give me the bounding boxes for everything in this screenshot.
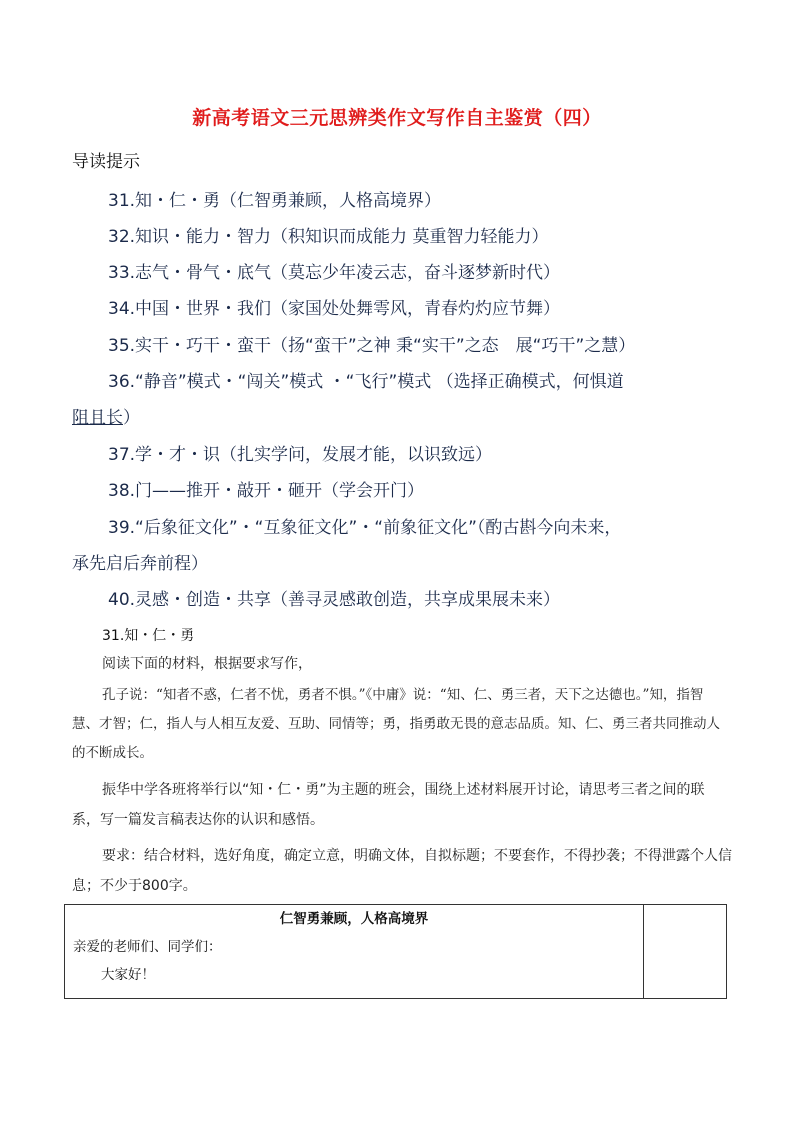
material-quote: 孔子说：“知者不惑，仁者不忧，勇者不惧。”《中庸》说：“知、仁、勇三者，天下之达德也。”知，指智慧、才智；仁，指人与人相互友爱、互助、同情等；勇，指勇敢无畏的意志品质。知、仁、勇三者共同推动人的不断成长。 <box>72 687 720 761</box>
section-heading: 31.知・仁・勇 <box>102 628 195 644</box>
essay-salutation: 亲爱的老师们、同学们： <box>73 939 222 955</box>
essay-cell <box>65 905 644 999</box>
toc-item-36-line1: 36.“静音”模式・“闯关”模式 ・“飞行”模式 （选择正确模式，何惧道 <box>108 372 624 392</box>
document-title: 新高考语文三元思辨类作文写作自主鉴赏（四） <box>192 107 602 129</box>
essay-title: 仁智勇兼顾，人格高境界 <box>279 911 429 927</box>
toc-item-40: 40.灵感・创造・共享（善寻灵感敢创造，共享成果展未来） <box>108 590 561 610</box>
sample-essay-table <box>64 904 727 999</box>
essay-greeting: 大家好！ <box>101 967 155 983</box>
toc-item-37: 37.学・才・识（扎实学问，发展才能，以识致远） <box>108 445 493 465</box>
instruction-text: 阅读下面的材料，根据要求写作， <box>102 656 312 672</box>
toc-item-39-line1: 39.“后象征文化”・“互象征文化”・“前象征文化”（酌古斟今向未来， <box>108 518 622 538</box>
essay-side-cell <box>644 905 727 999</box>
toc-item-38: 38.门——推开・敲开・砸开（学会开门） <box>108 481 425 501</box>
toc-item-32: 32.知识・能力・智力（积知识而成能力 莫重智力轻能力） <box>108 227 549 247</box>
requirements-text: 要求：结合材料，选好角度，确定立意，明确文体，自拟标题；不要套作，不得抄袭；不得泄露个人信息；不少于800字。 <box>72 848 732 894</box>
toc-item-36-line2 <box>72 400 737 436</box>
toc-item-31: 31.知・仁・勇（仁智勇兼顾，人格高境界） <box>108 191 442 211</box>
toc-item-36-close: ） <box>123 408 140 428</box>
task-text: 振华中学各班将举行以“知・仁・勇”为主题的班会，围绕上述材料展开讨论，请思考三者之间的联系，写一篇发言稿表达你的认识和感悟。 <box>72 782 705 828</box>
toc-item-34: 34.中国・世界・我们（家国处处舞雩风，青春灼灼应节舞） <box>108 299 561 319</box>
toc-item-35: 35.实干・巧干・蛮干（扬“蛮干”之神 秉“实干”之态 展“巧干”之慧） <box>108 336 636 356</box>
toc-item-39-line2: 承先启后奔前程） <box>72 554 208 574</box>
toc-item-33: 33.志气・骨气・底气（莫忘少年凌云志，奋斗逐梦新时代） <box>108 263 561 283</box>
toc-item-36-underlined: 阻且长 <box>72 408 123 428</box>
guide-heading: 导读提示 <box>72 152 140 172</box>
